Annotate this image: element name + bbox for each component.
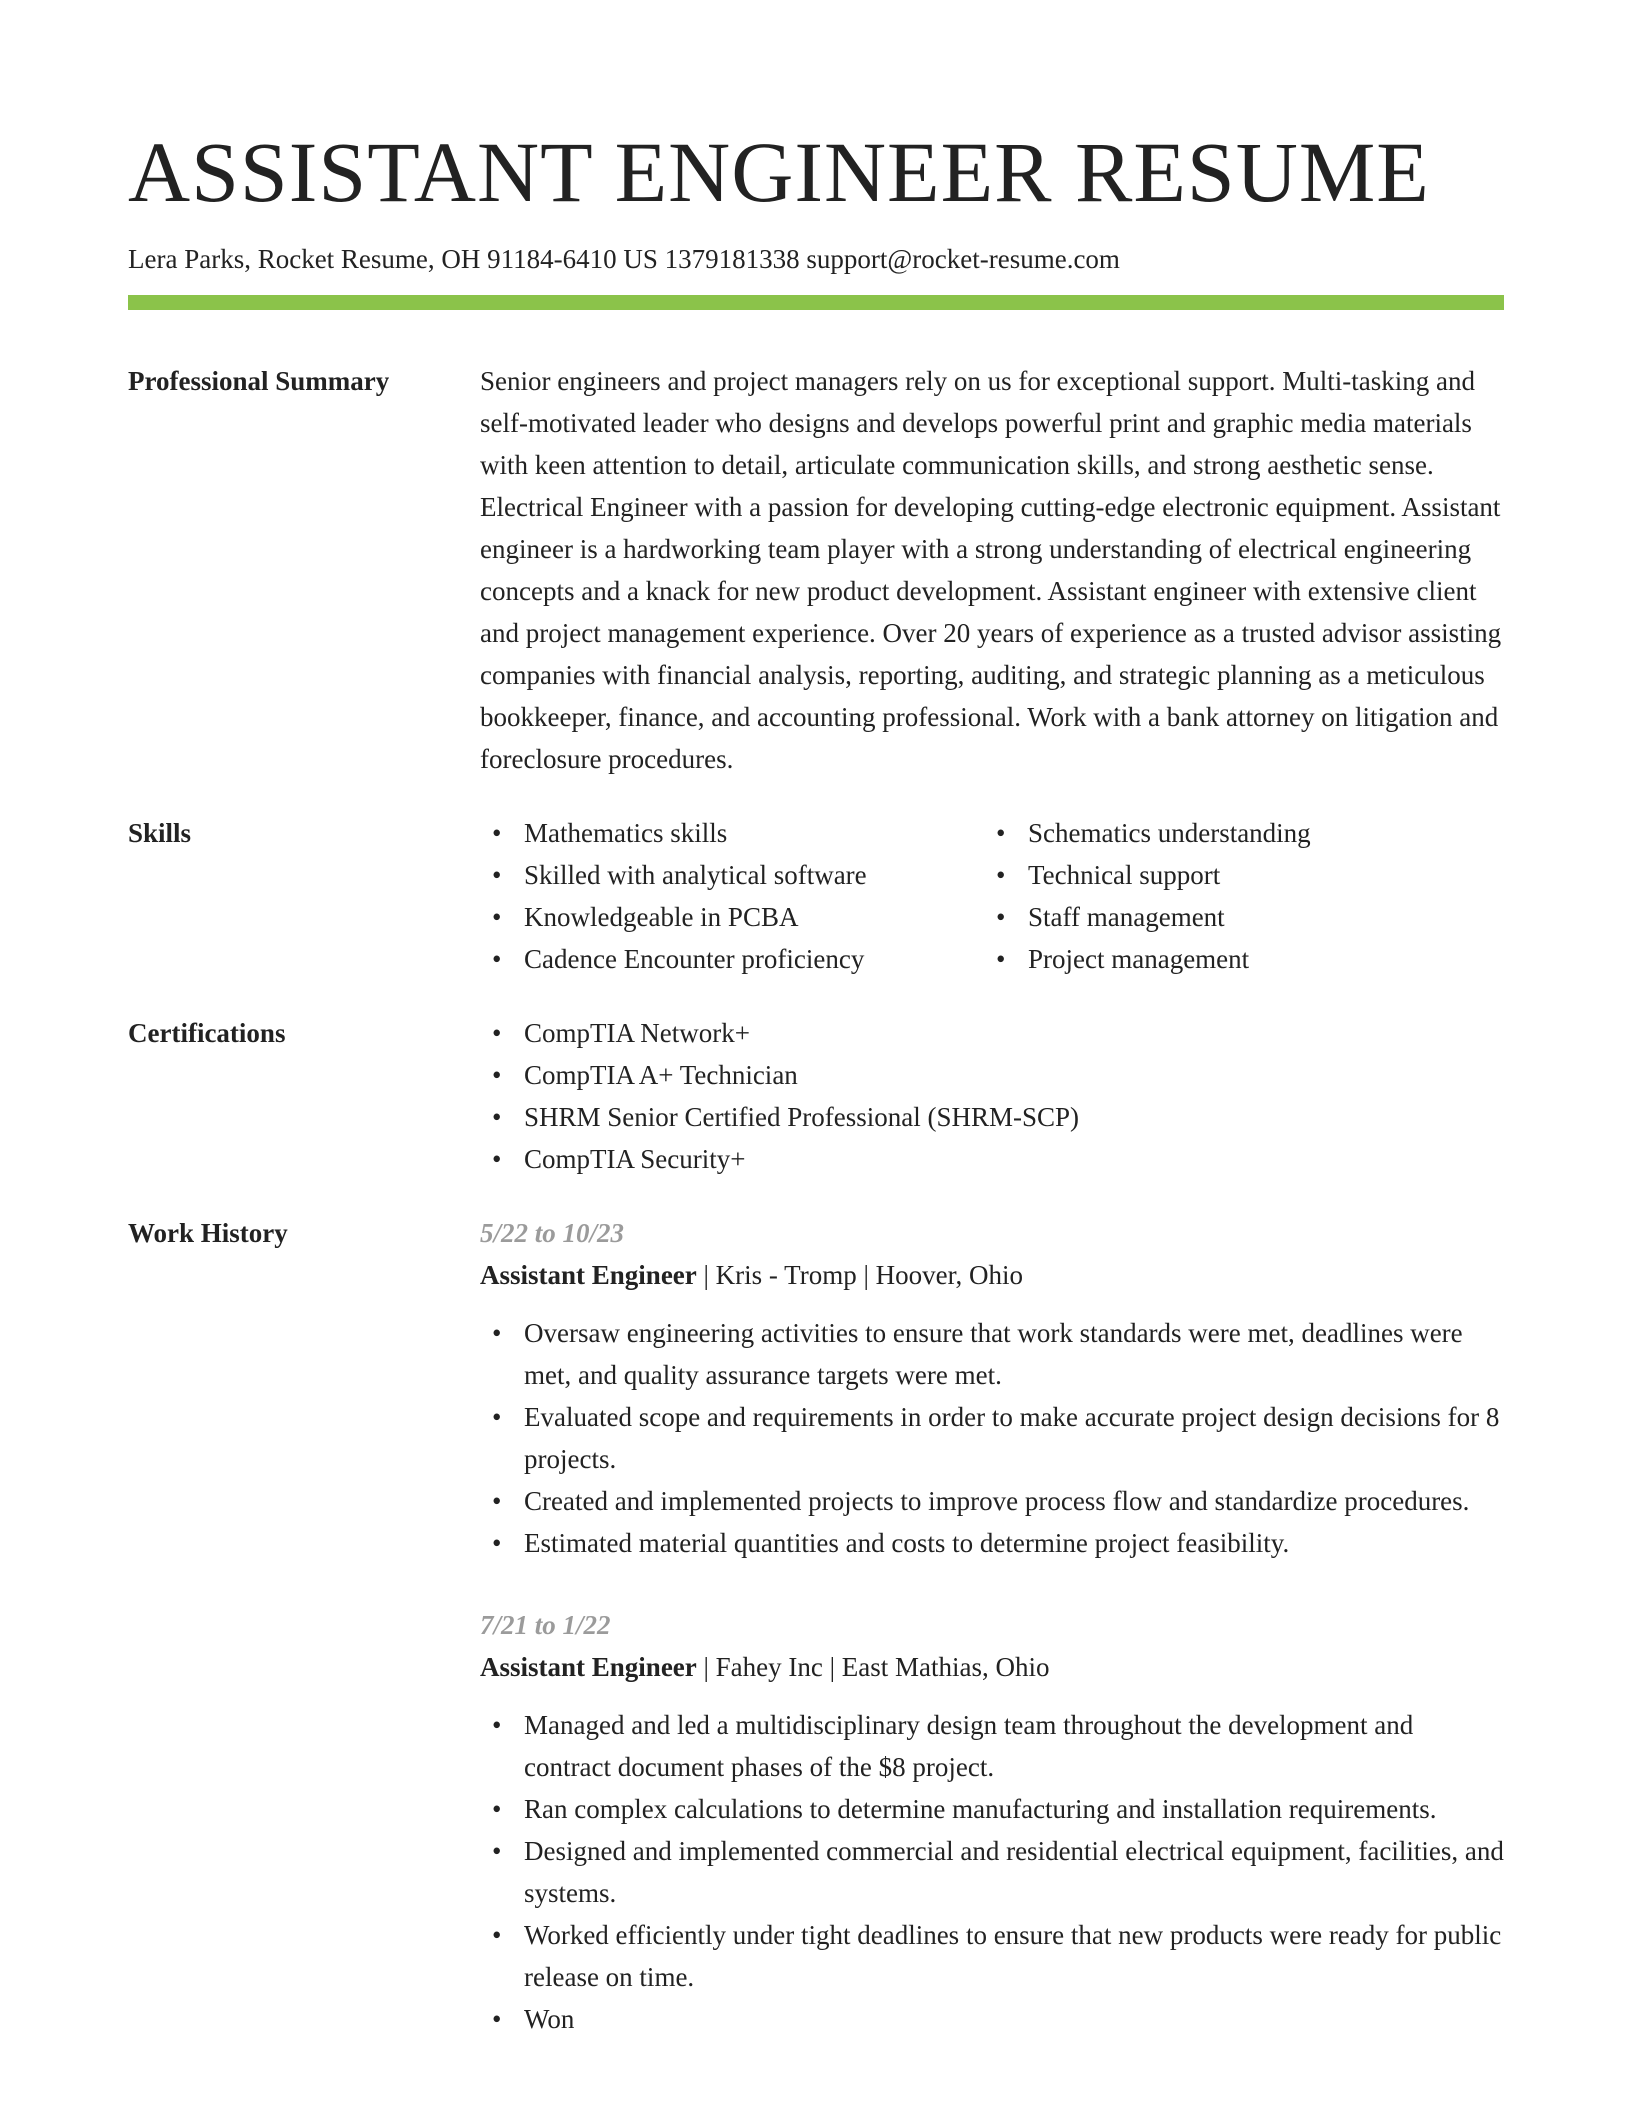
contact-line: Lera Parks, Rocket Resume, OH 91184-6410 US 1379181338 support@rocket-resume.com bbox=[128, 244, 1120, 274]
job-title: Assistant Engineer bbox=[480, 1260, 697, 1290]
job-entry bbox=[480, 1212, 1504, 1564]
skills-column-left bbox=[480, 812, 984, 980]
work-history-entries bbox=[480, 1212, 1504, 2040]
job-heading bbox=[480, 1646, 1504, 1688]
job-bullet: • Created and implemented projects to improve process flow and standardize procedures. bbox=[480, 1480, 1504, 1522]
job-bullet: • Won bbox=[480, 1998, 1504, 2040]
skill-item: • Knowledgeable in PCBA bbox=[480, 896, 984, 938]
skill-item: • Staff management bbox=[984, 896, 1311, 938]
job-company-location: | Kris - Tromp | Hoover, Ohio bbox=[696, 1260, 1024, 1290]
certification-item: • CompTIA Security+ bbox=[480, 1138, 1504, 1180]
job-bullet: • Managed and led a multidisciplinary design team throughout the development and contract document phases of the $8 project. bbox=[480, 1704, 1504, 1788]
job-entry bbox=[480, 1604, 1504, 2040]
job-bullets bbox=[480, 1704, 1504, 2040]
skill-item: • Skilled with analytical software bbox=[480, 854, 984, 896]
section-label-summary: Professional Summary bbox=[128, 366, 390, 396]
section-label-work-history: Work History bbox=[128, 1218, 288, 1248]
certification-item: • SHRM Senior Certified Professional (SHRM-SCP) bbox=[480, 1096, 1504, 1138]
job-bullet: • Worked efficiently under tight deadlines to ensure that new products were ready for public release on time. bbox=[480, 1914, 1504, 1998]
job-heading bbox=[480, 1254, 1504, 1296]
job-bullets bbox=[480, 1312, 1504, 1564]
job-dates: 7/21 to 1/22 bbox=[480, 1610, 611, 1640]
job-dates: 5/22 to 10/23 bbox=[480, 1218, 625, 1248]
certifications-section bbox=[128, 1012, 1504, 1180]
job-bullet: • Oversaw engineering activities to ensure that work standards were met, deadlines were met, and quality assurance targets were met. bbox=[480, 1312, 1504, 1396]
job-bullet: • Evaluated scope and requirements in order to make accurate project design decisions for 8 projects. bbox=[480, 1396, 1504, 1480]
skill-item: • Mathematics skills bbox=[480, 812, 984, 854]
certification-item: • CompTIA Network+ bbox=[480, 1012, 1504, 1054]
summary-text: Senior engineers and project managers rely on us for exceptional support. Multi-tasking and self-motivated leader who designs and develops powerful print and graphic media materials with keen attention to detail, articulate communication skills, and strong aesthetic sense. Electrical Engineer with a passion for developing cutting-edge electronic equipment. Assistant engineer is a hardworking team player with a strong understanding of electrical engineering concepts and a knack for new product development. Assistant engineer with extensive client and project management experience. Over 20 years of experience as a trusted advisor assisting companies with financial analysis, reporting, auditing, and strategic planning as a meticulous bookkeeper, finance, and accounting professional. Work with a bank attorney on litigation and foreclosure procedures. bbox=[480, 366, 1502, 774]
skill-item: • Schematics understanding bbox=[984, 812, 1311, 854]
skills-column-right bbox=[984, 812, 1311, 980]
section-label-certifications: Certifications bbox=[128, 1018, 286, 1048]
professional-summary-section bbox=[128, 360, 1504, 780]
job-bullet: • Designed and implemented commercial and residential electrical equipment, facilities, and systems. bbox=[480, 1830, 1504, 1914]
skills-list bbox=[480, 812, 1504, 980]
skills-section bbox=[128, 812, 1504, 980]
job-bullet: • Ran complex calculations to determine manufacturing and installation requirements. bbox=[480, 1788, 1504, 1830]
section-label-skills: Skills bbox=[128, 818, 192, 848]
job-bullet: • Estimated material quantities and costs to determine project feasibility. bbox=[480, 1522, 1504, 1564]
job-company-location: | Fahey Inc | East Mathias, Ohio bbox=[696, 1652, 1050, 1682]
job-title: Assistant Engineer bbox=[480, 1652, 697, 1682]
resume-title: ASSISTANT ENGINEER RESUME bbox=[128, 124, 1430, 220]
certification-item: • CompTIA A+ Technician bbox=[480, 1054, 1504, 1096]
skill-item: • Project management bbox=[984, 938, 1311, 980]
skill-item: • Cadence Encounter proficiency bbox=[480, 938, 984, 980]
work-history-section bbox=[128, 1212, 1504, 2040]
skill-item: • Technical support bbox=[984, 854, 1311, 896]
certifications-list bbox=[480, 1012, 1504, 1180]
header-divider bbox=[128, 295, 1504, 310]
